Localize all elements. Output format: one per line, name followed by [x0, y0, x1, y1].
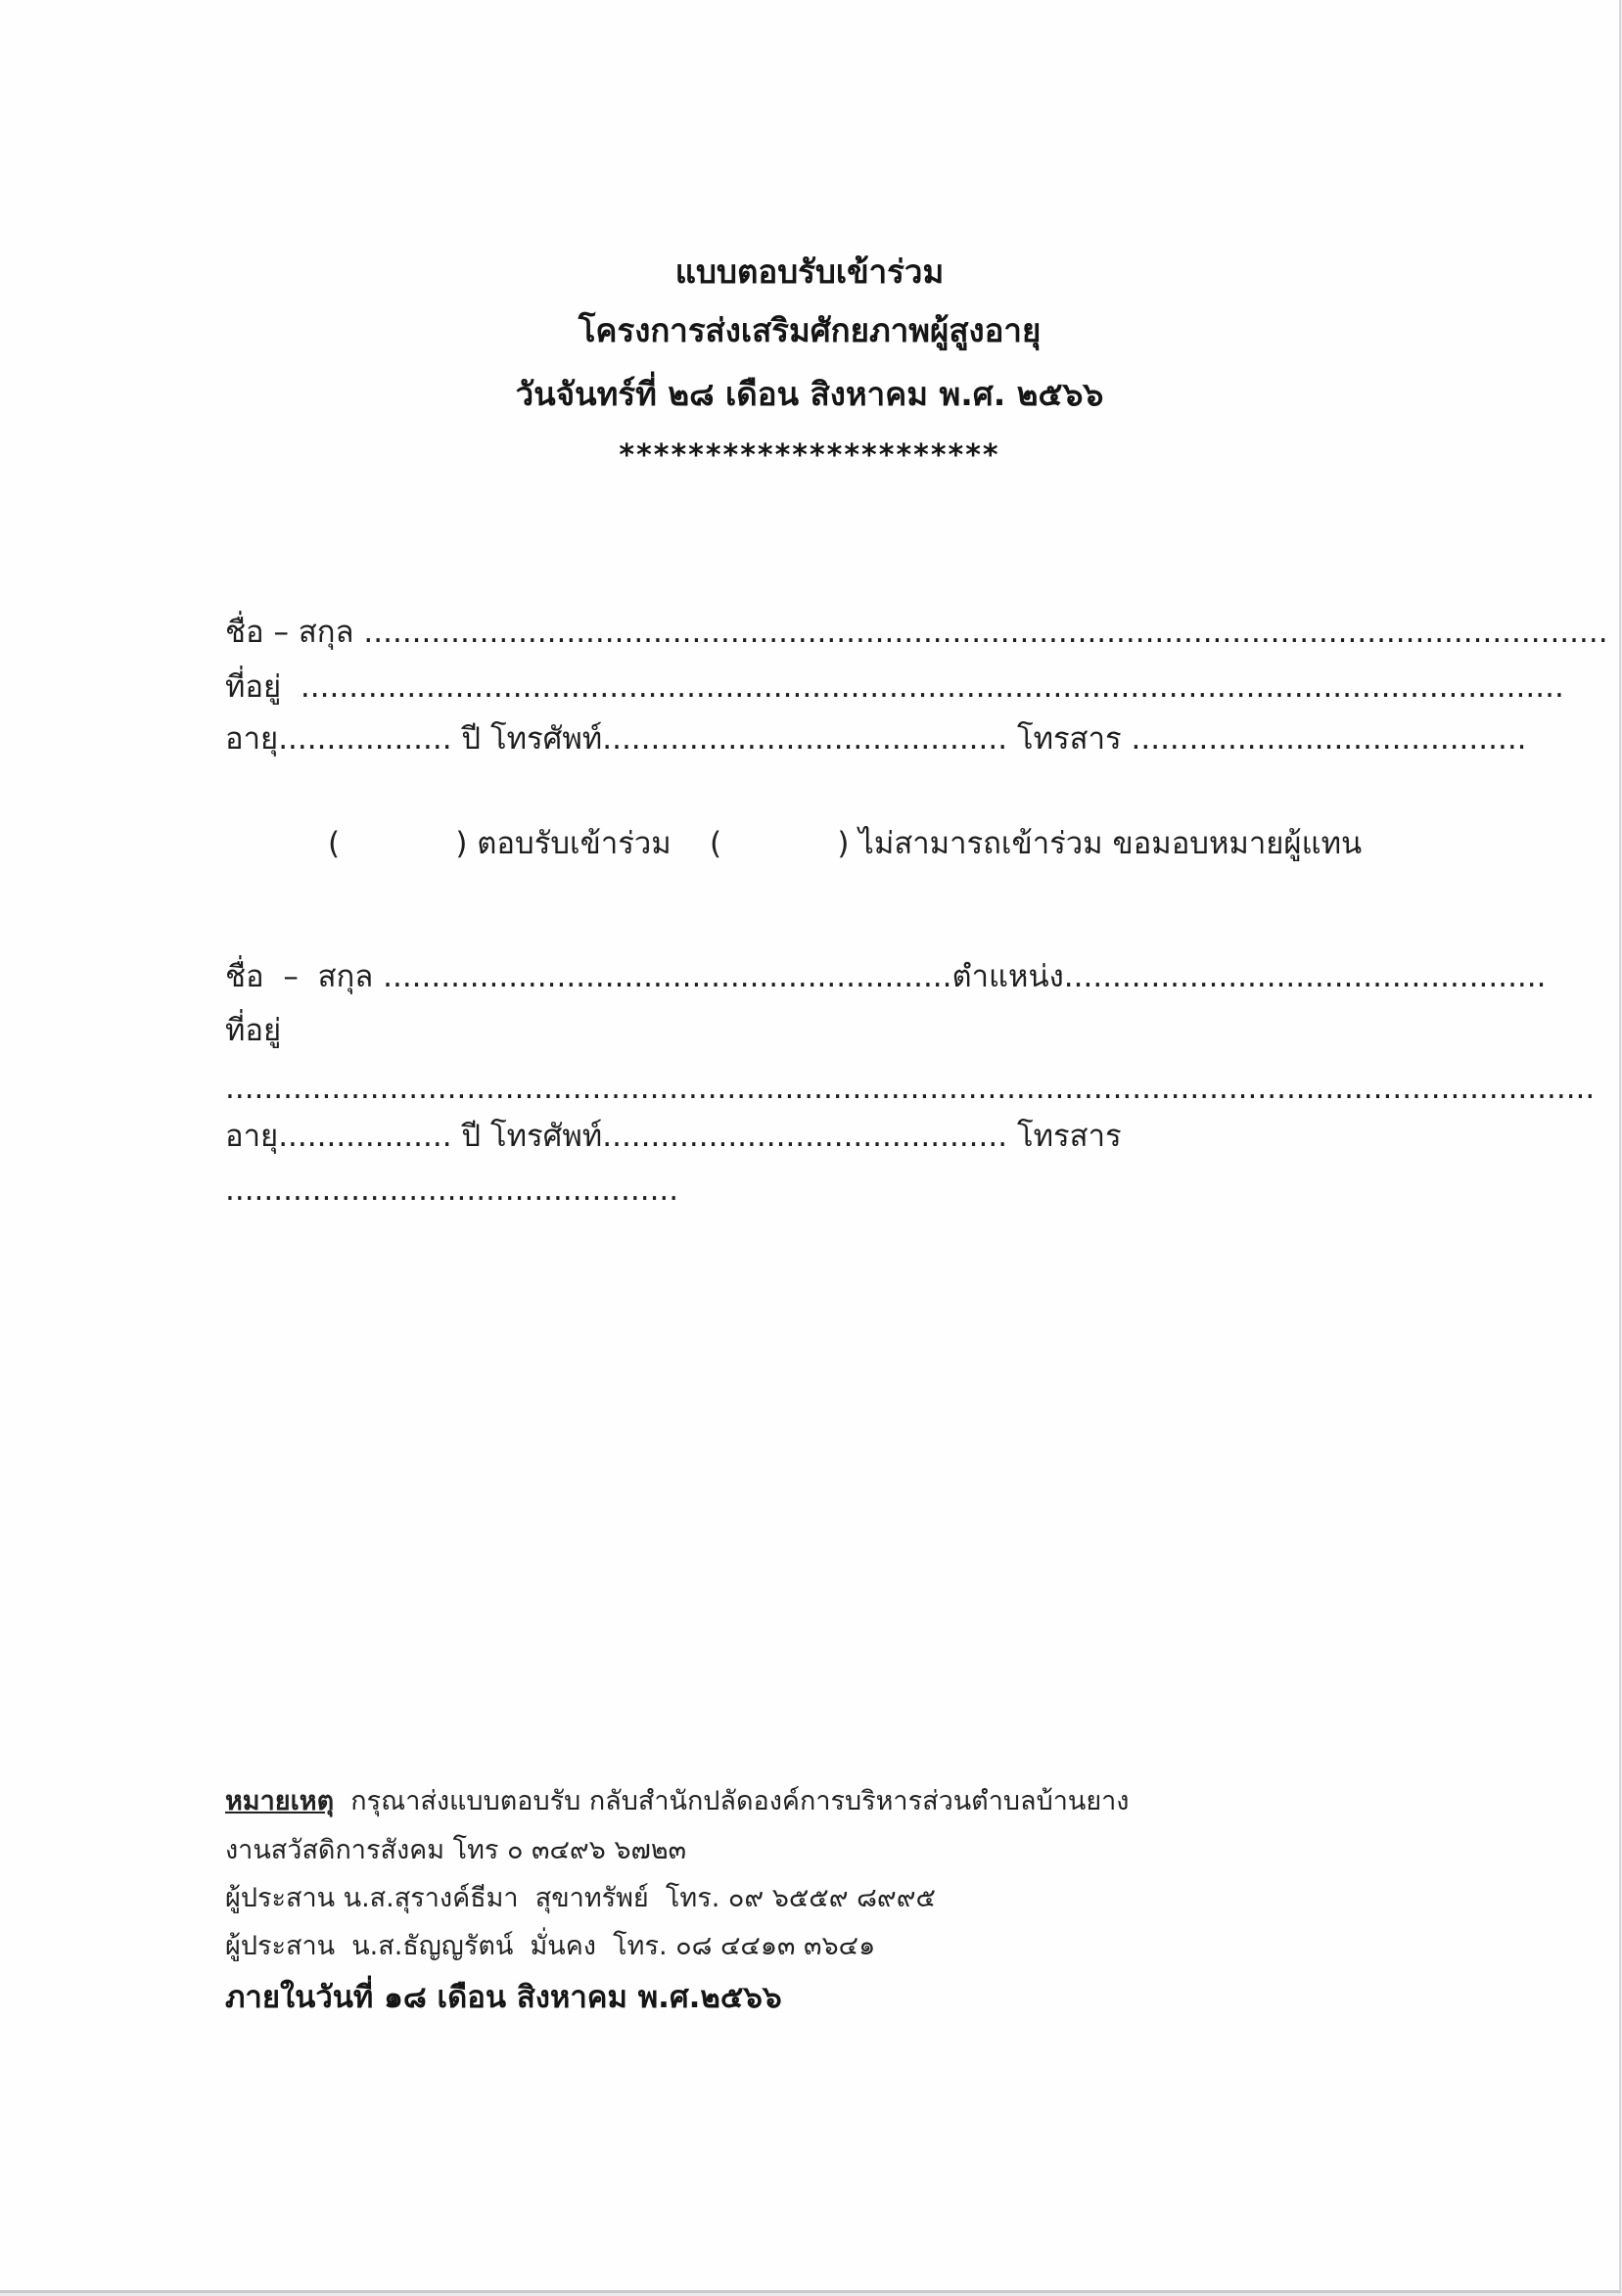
age-phone-fax-field: อายุ.................. ปี โทรศัพท์.......................................... โทรสาร .........................................: [225, 721, 1527, 757]
note-return-instruction: กรุณาส่งแบบตอบรับ กลับสำนักปลัดองค์การบริหารส่วนตำบลบ้านยาง: [334, 1786, 1130, 1816]
delegate-age-phone-fax-field: อายุ.................. ปี โทรศัพท์.......................................... โทรสาร: [225, 1119, 1122, 1154]
star-divider: **********************: [619, 438, 1000, 473]
accept-option: ( ) ตอบรับเข้าร่วม: [328, 826, 672, 861]
project-title: โครงการส่งเสริมศักยภาพผู้สูงอายุ: [578, 311, 1042, 349]
deadline: ภายในวันที่ ๑๘ เดือน สิงหาคม พ.ศ.๒๕๖๖: [225, 1980, 782, 2015]
delegate-address-dots: ..............................................................................................................................................: [225, 1071, 1596, 1106]
address-field: ที่อยู่ ...................................................................................................................................: [225, 669, 1564, 705]
coordinator-2: ผู้ประสาน น.ส.ธัญญรัตน์ มั่นคง โทร. ๐๘ ๔๔๑๓ ๓๖๔๑: [225, 1931, 876, 1961]
delegate-name-position-field: ชื่อ – สกุล ...........................................................ตำแหน่ง..................................................: [225, 959, 1547, 994]
note-label: หมายเหตุ: [225, 1786, 335, 1816]
name-field: ชื่อ – สกุล .................................................................................................................................: [225, 615, 1608, 650]
delegate-fax-dots: ...............................................: [225, 1172, 679, 1208]
coordinator-1: ผู้ประสาน น.ส.สุรางค์ธีมา สุขาทรัพย์ โทร. ๐๙ ๖๕๕๙ ๘๙๙๕: [225, 1883, 936, 1913]
form-title: แบบตอบรับเข้าร่วม: [674, 253, 945, 291]
note-line-1: [225, 1784, 1130, 1819]
note-line-2: งานสวัสดิการสังคม โทร ๐ ๓๔๙๖ ๖๗๒๓: [225, 1835, 687, 1865]
event-date: วันจันทร์ที่ ๒๘ เดือน สิงหาคม พ.ศ. ๒๕๖๖: [515, 375, 1104, 413]
decline-option: ( ) ไม่สามารถเข้าร่วม ขอมอบหมายผู้แทน: [710, 826, 1363, 861]
delegate-address-label: ที่อยู่: [225, 1013, 282, 1048]
